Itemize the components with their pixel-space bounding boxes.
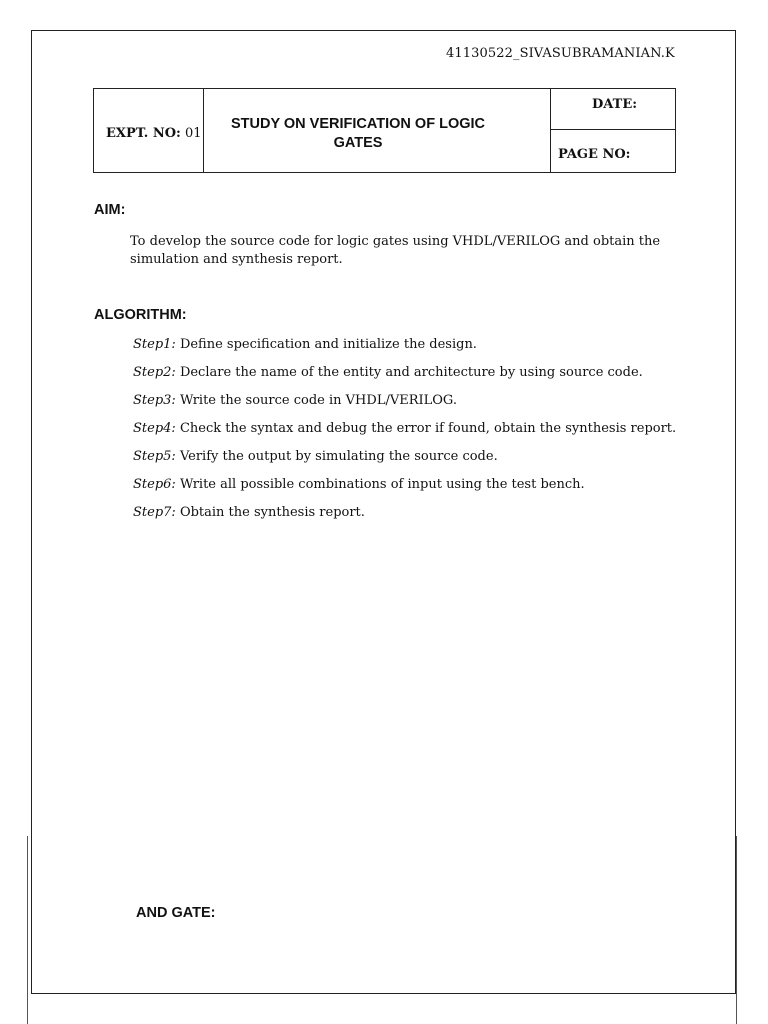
date-cell [551, 89, 675, 130]
right-margin-line [736, 836, 737, 1024]
left-margin-line [27, 836, 28, 1024]
algorithm-heading: ALGORITHM: [94, 307, 187, 323]
algorithm-step [133, 505, 676, 533]
experiment-title-line-2: GATES [333, 135, 383, 151]
step-label: Step5: [133, 449, 176, 464]
and-gate-heading: AND GATE: [136, 905, 216, 921]
experiment-number-cell [94, 89, 204, 172]
experiment-number-label: EXPT. NO: [106, 126, 181, 141]
aim-heading: AIM: [94, 202, 126, 218]
experiment-title [204, 115, 512, 153]
algorithm-step [133, 337, 676, 365]
step-label: Step2: [133, 365, 176, 380]
experiment-title-line-1: STUDY ON VERIFICATION OF LOGIC [230, 116, 486, 132]
algorithm-steps [133, 337, 676, 533]
step-text: Write the source code in VHDL/VERILOG. [179, 393, 457, 408]
step-text: Obtain the synthesis report. [179, 505, 365, 520]
step-text: Check the syntax and debug the error if found, obtain the synthesis report. [179, 421, 677, 436]
step-label: Step4: [133, 421, 176, 436]
step-text: Write all possible combinations of input using the test bench. [179, 477, 585, 492]
algorithm-step [133, 421, 676, 449]
step-text: Declare the name of the entity and architecture by using source code. [179, 365, 643, 380]
page-number-label: PAGE NO: [558, 147, 631, 162]
date-label: DATE: [592, 97, 638, 112]
step-text: Define specification and initialize the design. [179, 337, 477, 352]
step-label: Step7: [133, 505, 176, 520]
experiment-number-value: 01 [184, 126, 202, 141]
step-label: Step3: [133, 393, 176, 408]
step-label: Step6: [133, 477, 176, 492]
student-id: 41130522_SIVASUBRAMANIAN.K [446, 46, 675, 61]
algorithm-step [133, 477, 676, 505]
experiment-number [106, 126, 202, 141]
page-number-cell [551, 130, 675, 172]
algorithm-step [133, 365, 676, 393]
algorithm-step [133, 449, 676, 477]
step-text: Verify the output by simulating the source code. [179, 449, 498, 464]
algorithm-step [133, 393, 676, 421]
experiment-title-cell [204, 89, 551, 172]
step-label: Step1: [133, 337, 176, 352]
aim-text: To develop the source code for logic gates using VHDL/VERILOG and obtain the simulation and synthesis report. [130, 234, 661, 267]
header-table [93, 88, 676, 173]
